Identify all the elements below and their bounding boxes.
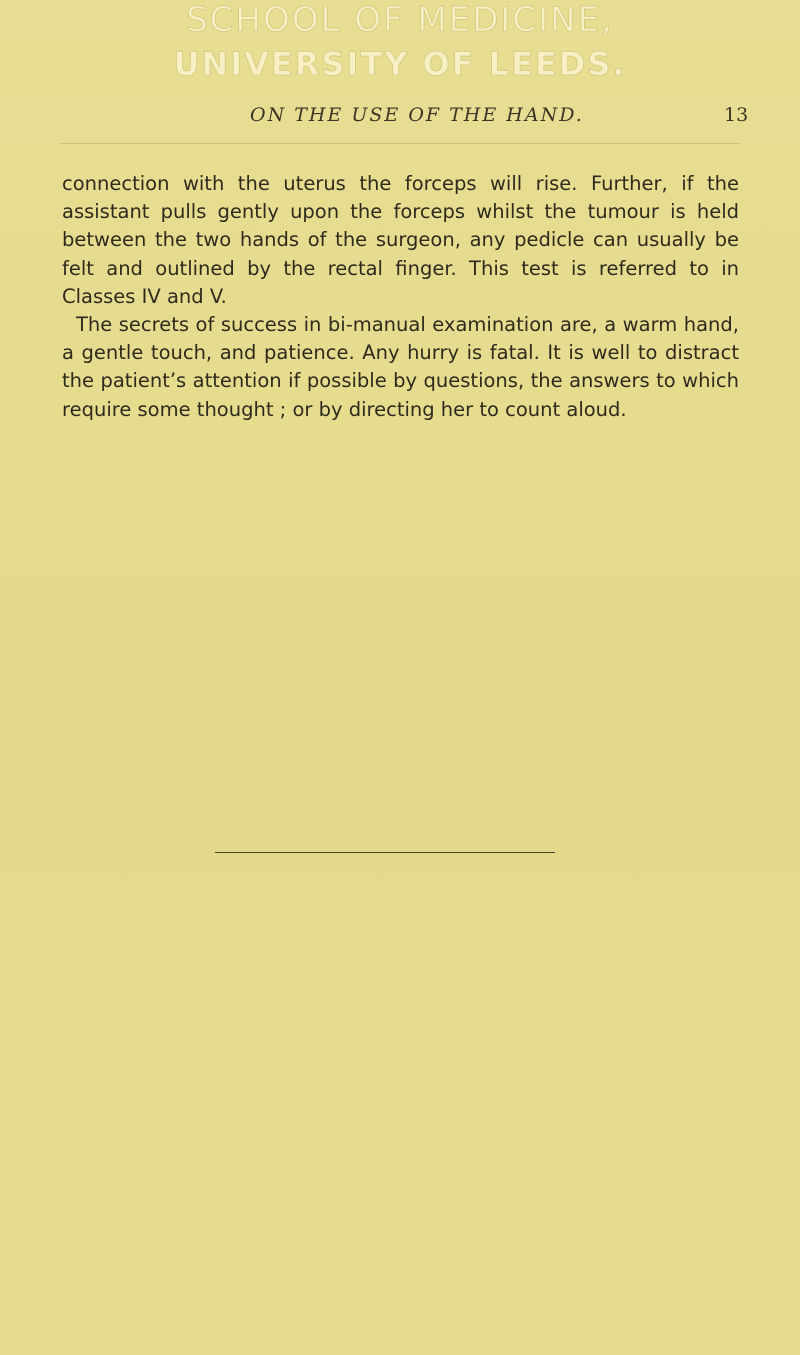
paragraph-2: The secrets of success in bi-manual examination are, a warm hand, a gentle touch, and patience. Any hurry is fatal. It is well to distract the patient’s attention if possible by questions, the answers to which require some thought ; or by directing her to count aloud. — [62, 313, 739, 421]
header-rule — [60, 143, 740, 144]
paragraph-1: connection with the uterus the forceps will rise. Further, if the assistant pulls gently upon the forceps whilst the tumour is held between the two hands of the surgeon, any pedicle can usually be felt and outlined by the rectal finger. This test is referred to in Classes IV and V. — [62, 172, 739, 308]
body-text — [62, 170, 739, 424]
library-stamp-line-2: UNIVERSITY OF LEEDS. — [173, 45, 627, 83]
running-head-title: ON THE USE OF THE HAND. — [250, 104, 584, 126]
page-number: 13 — [724, 104, 749, 126]
section-end-rule — [215, 852, 555, 853]
library-stamp-line-1: SCHOOL OF MEDICINE, — [186, 0, 614, 40]
